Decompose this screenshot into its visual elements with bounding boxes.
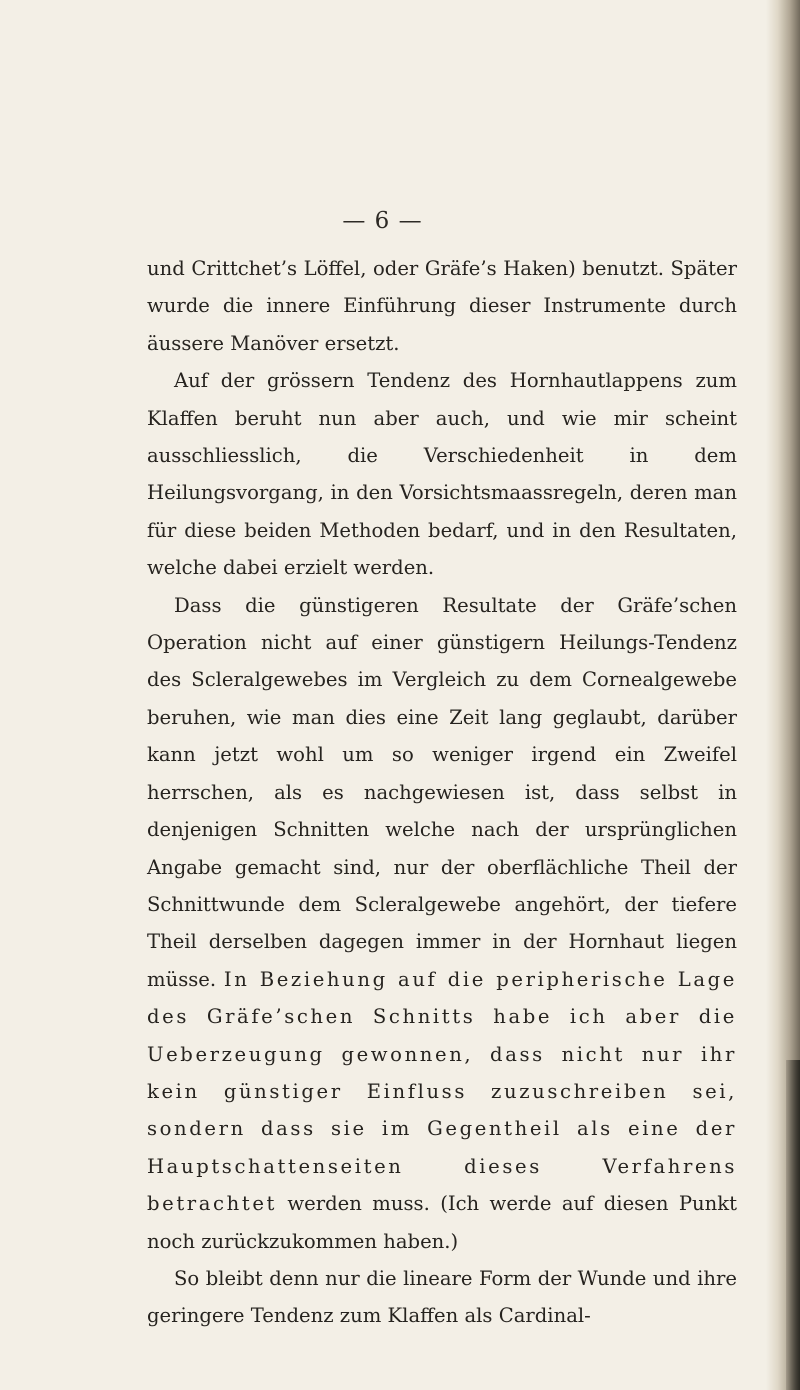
paragraph-1-text: und Crittchet’s Löffel, oder Gräfe’s Haken) benutzt. Später wurde die innere Einführung dieser Instrumente durch äussere Manöver ersetzt.: [147, 257, 737, 355]
paragraph-1: [147, 250, 737, 362]
page-edge-dark: [786, 1060, 800, 1390]
paragraph-2: [147, 362, 737, 586]
paragraph-4-text: So bleibt denn nur die lineare Form der Wunde und ihre geringere Tendenz zum Klaffen als Cardinal-: [147, 1266, 737, 1328]
paragraph-3-spaced-text: In Beziehung auf die peripherische Lage des Gräfe’schen Schnitts habe ich aber die Ueberzeugung gewonnen, dass nicht nur ihr kein günstiger Einfluss zuzuschreiben sei, sondern dass sie im Gegentheil als eine der Hauptschattenseiten dieses Verfahrens betrachtet: [147, 967, 737, 1216]
paragraph-3-text: Dass die günstigeren Resultate der Gräfe’schen Operation nicht auf einer günstigern Heilungs-Tendenz des Scleralgewebes im Vergleich zu dem Cornealgewebe beruhen, wie man dies eine Zeit lang geglaubt, darüber kann jetzt wohl um so weniger irgend ein Zweifel herrschen, als es nachgewiesen ist, dass selbst in denjenigen Schnitten welche nach der ursprünglichen Angabe gemacht sind, nur der oberflächliche Theil der Schnittwunde dem Scleralgewebe angehört, der tiefere Theil derselben dagegen immer in der Hornhaut liegen müsse.: [147, 593, 737, 991]
paragraph-3-tail-text: werden muss. (Ich werde auf diesen Punkt noch zurückzukommen haben.): [147, 1192, 737, 1253]
paragraph-4: [147, 1260, 737, 1335]
body-text: [147, 250, 737, 1335]
page-number: — 6 —: [342, 208, 423, 234]
paragraph-3: [147, 587, 737, 1260]
paragraph-2-text: Auf der grössern Tendenz des Hornhautlappens zum Klaffen beruht nun aber auch, und wie mir scheint ausschliesslich, die Verschiedenheit in dem Heilungsvorgang, in den Vorsichtsmaassregeln, deren man für diese beiden Methoden bedarf, und in den Resultaten, welche dabei erzielt werden.: [147, 369, 737, 580]
